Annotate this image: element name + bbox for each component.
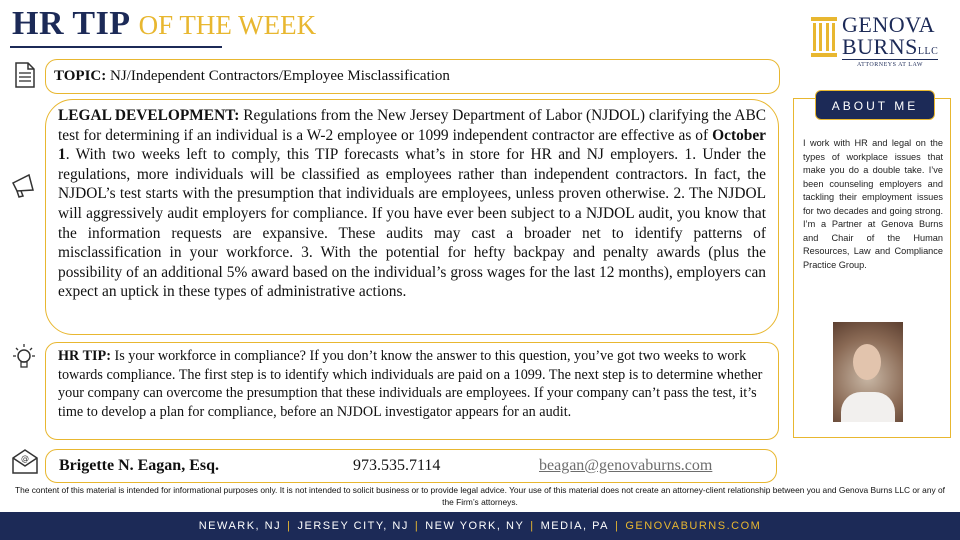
logo-tagline: ATTORNEYS AT LAW [857,62,923,68]
contact-box [45,449,777,483]
about-text: I work with HR and legal on the types of workplace issues that make you do a double take. I’ve been counseling employers and tackling their employment issues for two decades and going strong. I’m a Partner at Genova Burns and Chair of the Human Resources, Law and Compliance Practice Group. [803,138,943,270]
footer-location: JERSEY CITY, NJ [297,520,409,532]
contact-phone: 973.535.7114 [353,457,441,474]
hr-tip-box [45,342,779,440]
svg-text:@: @ [21,454,29,463]
legal-effective-date: October 1 [58,126,766,164]
title-underline [10,46,222,48]
disclaimer: The content of this material is intended for informational purposes only. It is not intended to solicit business or to provide legal advice. Your use of this material does not create an attorney-client relationship between you and Genova Burns LLC or any of the Firm’s attorneys. [14,485,945,507]
legal-text-part-2: . With two weeks left to comply, this TIP forecasts what’s in store for HR and NJ employers. 1. Under the regulations, more individuals will be classified as employees rather than independent contractors. In fact, the NJDOL’s test starts with the presumption that individuals are employees, unless proven otherwise. 2. The NJDOL will aggressively audit employers for compliance. If you have ever been subject to a NJDOL audit, you know that the information requests are expansive. These audits may cast a broader net to identify patterns of misclassification in your workforce. 3. With the potential for hefty backpay and penalty awards (plus the possibility of an additional 5% award based on the individual’s gross wages for the last 12 months), employers can expect an uptick in these types of administrative actions. [58,146,766,301]
topic-box [45,59,780,94]
logo-wordmark [842,14,938,63]
columns-logo-icon [810,16,838,58]
contact-email-link[interactable]: beagan@genovaburns.com [539,457,713,474]
footer-website-link[interactable]: GENOVABURNS.COM [625,520,762,532]
footer-location: NEW YORK, NY [425,520,525,532]
photo-face [853,344,881,380]
title-subtitle: OF THE WEEK [138,10,317,40]
logo-line-2: BURNS [842,34,918,59]
logo-divider [842,59,938,60]
legal-development-box [45,99,779,335]
photo-body [841,392,895,422]
about-me-heading: ABOUT ME [815,90,935,120]
logo-llc: LLC [917,46,939,57]
hr-tip-text: Is your workforce in compliance? If you don’t know the answer to this question, you’ve got two weeks to work towards compliance. The first step is to identify which individuals are paid on a 1099. The next step is to determine whether your company can overcome the presumption that these individuals are employees. If your company can’t pass the test, it’s time to develop a plan for compliance, before an NJDOL investigator appears for an audit. [58,348,763,420]
footer-location: MEDIA, PA [540,520,609,532]
document-icon [9,60,39,90]
footer-bar: NEWARK, NJ | JERSEY CITY, NJ | NEW YORK, NY | MEDIA, PA | GENOVABURNS.COM [0,512,960,540]
footer-location: NEWARK, NJ [198,520,282,532]
author-photo [833,322,903,422]
topic-label: TOPIC: [54,68,107,84]
lightbulb-icon [9,342,39,372]
title-main: HR TIP [12,5,131,42]
email-icon [10,446,40,476]
topic-text: NJ/Independent Contractors/Employee Misclassification [109,68,450,84]
legal-text-part-1: Regulations from the New Jersey Department of Labor (NJDOL) clarifying the ABC test for determining if an individual is a W-2 employee or 1099 independent contractor are effective as of [58,107,767,144]
firm-logo [810,14,940,74]
contact-name: Brigette N. Eagan, Esq. [59,457,219,474]
hr-tip-label: HR TIP: [58,348,111,364]
page-title [12,2,316,47]
megaphone-icon [9,170,39,200]
legal-label: LEGAL DEVELOPMENT: [58,107,240,124]
logo-line-1: GENOVA [842,12,936,37]
